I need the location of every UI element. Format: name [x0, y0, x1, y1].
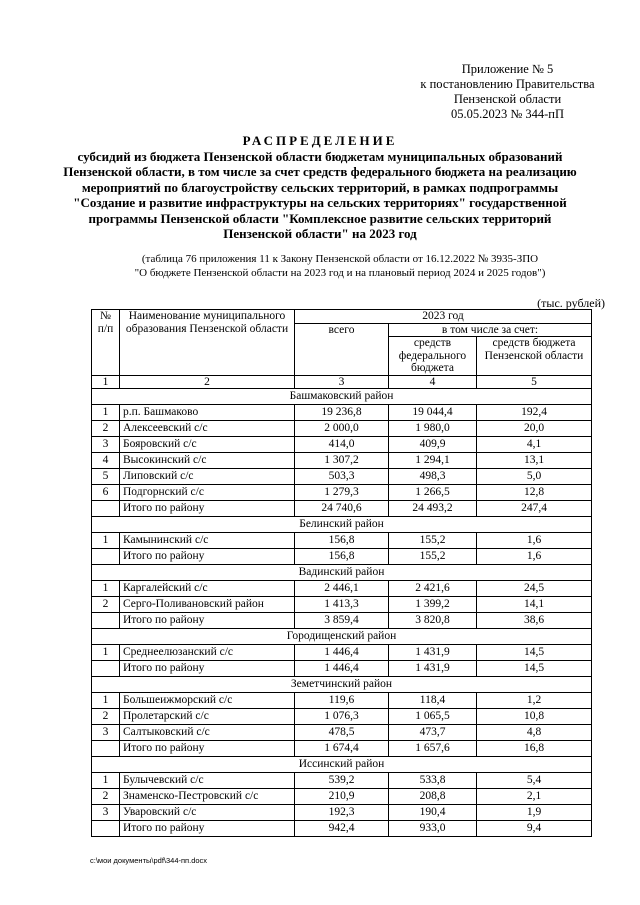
municipality-name: Булычевский с/с: [120, 773, 295, 789]
regional-amount: 5,4: [477, 773, 592, 789]
row-number: 1: [92, 693, 120, 709]
column-number-row: [92, 375, 592, 389]
table-row: [92, 789, 592, 805]
federal-amount: 24 493,2: [389, 501, 477, 517]
regional-amount: 9,4: [477, 821, 592, 837]
row-number: 2: [92, 789, 120, 805]
total-amount: 2 000,0: [295, 421, 389, 437]
municipality-name: Итого по району: [120, 549, 295, 565]
total-amount: 3 859,4: [295, 613, 389, 629]
regional-amount: 38,6: [477, 613, 592, 629]
table-row: [92, 485, 592, 501]
federal-amount: 1 266,5: [389, 485, 477, 501]
table-row: [92, 725, 592, 741]
row-number: 1: [92, 533, 120, 549]
column-number: 2: [120, 375, 295, 389]
municipality-name: Салтыковский с/с: [120, 725, 295, 741]
district-name: Белинский район: [92, 517, 592, 533]
table-row: [92, 709, 592, 725]
regional-amount: 20,0: [477, 421, 592, 437]
municipality-name: Итого по району: [120, 613, 295, 629]
appendix-line: Пензенской области: [453, 92, 562, 106]
district-total-row: [92, 661, 592, 677]
header-year: 2023 год: [295, 310, 592, 324]
municipality-name: Серго-Поливановский район: [120, 597, 295, 613]
table-row: [92, 533, 592, 549]
row-number: 3: [92, 805, 120, 821]
federal-amount: 473,7: [389, 725, 477, 741]
federal-amount: 3 820,8: [389, 613, 477, 629]
column-number: 4: [389, 375, 477, 389]
municipality-name: Бояровский с/с: [120, 437, 295, 453]
column-number: 1: [92, 375, 120, 389]
title-body: субсидий из бюджета Пензенской области бюджетам муниципальных образований Пензенской области, в том числе за счет средств федерального бюджета на реализацию мероприятий по благоустройству сельских территорий, в рамках подпрограммы "Создание и развитие инфраструктуры на сельских территориях" государственной программы Пензенской области "Комплексное развитие сельских территорий Пензенской области" на 2023 год: [63, 148, 577, 241]
table-row: [92, 693, 592, 709]
total-amount: 192,3: [295, 805, 389, 821]
municipality-name: Среднеелюзанский с/с: [120, 645, 295, 661]
municipality-name: Итого по району: [120, 661, 295, 677]
table-row: [92, 421, 592, 437]
regional-amount: 4,8: [477, 725, 592, 741]
municipality-name: Каргалейский с/с: [120, 581, 295, 597]
federal-amount: 1 431,9: [389, 661, 477, 677]
table-row: [92, 773, 592, 789]
row-number: [92, 661, 120, 677]
regional-amount: 10,8: [477, 709, 592, 725]
table-row: [92, 805, 592, 821]
row-number: 4: [92, 453, 120, 469]
total-amount: 414,0: [295, 437, 389, 453]
regional-amount: 5,0: [477, 469, 592, 485]
district-row: [92, 677, 592, 693]
total-amount: 2 446,1: [295, 581, 389, 597]
district-row: [92, 757, 592, 773]
total-amount: 19 236,8: [295, 405, 389, 421]
federal-amount: 1 399,2: [389, 597, 477, 613]
federal-amount: 208,8: [389, 789, 477, 805]
district-name: Башмаковский район: [92, 389, 592, 405]
header-including: в том числе за счет:: [389, 323, 592, 337]
header-num: № п/п: [92, 310, 120, 376]
federal-amount: 1 294,1: [389, 453, 477, 469]
row-number: [92, 613, 120, 629]
row-number: 3: [92, 437, 120, 453]
district-total-row: [92, 613, 592, 629]
regional-amount: 14,5: [477, 645, 592, 661]
total-amount: 1 413,3: [295, 597, 389, 613]
federal-amount: 498,3: [389, 469, 477, 485]
total-amount: 1 446,4: [295, 661, 389, 677]
municipality-name: Итого по району: [120, 821, 295, 837]
regional-amount: 16,8: [477, 741, 592, 757]
header-regional: средств бюджета Пензенской области: [477, 337, 592, 376]
district-name: Иссинский район: [92, 757, 592, 773]
total-amount: 119,6: [295, 693, 389, 709]
total-amount: 156,8: [295, 533, 389, 549]
row-number: 1: [92, 581, 120, 597]
row-number: 2: [92, 709, 120, 725]
municipality-name: Итого по району: [120, 501, 295, 517]
total-amount: 942,4: [295, 821, 389, 837]
law-reference-line: (таблица 76 приложения 11 к Закону Пензенской области от 16.12.2022 № 3935-ЗПО: [141, 253, 539, 265]
header-federal: средств федерального бюджета: [389, 337, 477, 376]
table-row: [92, 453, 592, 469]
appendix-date: 05.05.2023 № 344-пП: [450, 107, 565, 121]
regional-amount: 1,9: [477, 805, 592, 821]
municipality-name: Пролетарский с/с: [120, 709, 295, 725]
federal-amount: 409,9: [389, 437, 477, 453]
regional-amount: 1,6: [477, 549, 592, 565]
table-row: [92, 437, 592, 453]
municipality-name: Знаменско-Пестровский с/с: [120, 789, 295, 805]
total-amount: 156,8: [295, 549, 389, 565]
row-number: [92, 549, 120, 565]
document-title: [60, 133, 580, 242]
unit-label: (тыс. рублей): [537, 296, 605, 310]
regional-amount: 24,5: [477, 581, 592, 597]
row-number: [92, 501, 120, 517]
municipality-name: Липовский с/с: [120, 469, 295, 485]
column-number: 3: [295, 375, 389, 389]
district-name: Вадинский район: [92, 565, 592, 581]
title-heading: РАСПРЕДЕЛЕНИЕ: [242, 133, 398, 148]
municipality-name: Большеижморский с/с: [120, 693, 295, 709]
federal-amount: 155,2: [389, 533, 477, 549]
appendix-line: к постановлению Правительства: [420, 77, 595, 91]
header-name: Наименование муниципального образования Пензенской области: [120, 310, 295, 376]
row-number: [92, 741, 120, 757]
column-number: 5: [477, 375, 592, 389]
regional-amount: 1,6: [477, 533, 592, 549]
row-number: [92, 821, 120, 837]
appendix-block: [400, 62, 615, 122]
row-number: 6: [92, 485, 120, 501]
federal-amount: 190,4: [389, 805, 477, 821]
federal-amount: 1 980,0: [389, 421, 477, 437]
table-row: [92, 405, 592, 421]
district-total-row: [92, 821, 592, 837]
regional-amount: 14,1: [477, 597, 592, 613]
law-reference: [100, 252, 580, 280]
district-row: [92, 389, 592, 405]
municipality-name: р.п. Башмаково: [120, 405, 295, 421]
regional-amount: 4,1: [477, 437, 592, 453]
row-number: 1: [92, 405, 120, 421]
federal-amount: 1 065,5: [389, 709, 477, 725]
header-row: [92, 310, 592, 324]
federal-amount: 533,8: [389, 773, 477, 789]
district-total-row: [92, 741, 592, 757]
regional-amount: 2,1: [477, 789, 592, 805]
district-total-row: [92, 501, 592, 517]
regional-amount: 1,2: [477, 693, 592, 709]
district-row: [92, 565, 592, 581]
federal-amount: 933,0: [389, 821, 477, 837]
federal-amount: 1 431,9: [389, 645, 477, 661]
total-amount: 539,2: [295, 773, 389, 789]
row-number: 1: [92, 645, 120, 661]
municipality-name: Алексеевский с/с: [120, 421, 295, 437]
regional-amount: 14,5: [477, 661, 592, 677]
total-amount: 1 446,4: [295, 645, 389, 661]
row-number: 2: [92, 597, 120, 613]
subsidy-table: [91, 309, 592, 837]
total-amount: 1 674,4: [295, 741, 389, 757]
regional-amount: 192,4: [477, 405, 592, 421]
row-number: 3: [92, 725, 120, 741]
federal-amount: 1 657,6: [389, 741, 477, 757]
row-number: 2: [92, 421, 120, 437]
federal-amount: 19 044,4: [389, 405, 477, 421]
municipality-name: Высокинский с/с: [120, 453, 295, 469]
total-amount: 1 307,2: [295, 453, 389, 469]
district-name: Городищенский район: [92, 629, 592, 645]
district-name: Земетчинский район: [92, 677, 592, 693]
table-row: [92, 645, 592, 661]
regional-amount: 247,4: [477, 501, 592, 517]
district-row: [92, 629, 592, 645]
regional-amount: 13,1: [477, 453, 592, 469]
district-total-row: [92, 549, 592, 565]
header-total: всего: [295, 323, 389, 375]
district-row: [92, 517, 592, 533]
municipality-name: Итого по району: [120, 741, 295, 757]
file-path-footer: c:\мои документы\pdf\344-пп.docx: [90, 856, 208, 865]
federal-amount: 2 421,6: [389, 581, 477, 597]
table-row: [92, 581, 592, 597]
federal-amount: 118,4: [389, 693, 477, 709]
law-reference-line: "О бюджете Пензенской области на 2023 год и на плановый период 2024 и 2025 годов"): [134, 267, 546, 279]
total-amount: 1 076,3: [295, 709, 389, 725]
regional-amount: 12,8: [477, 485, 592, 501]
municipality-name: Уваровский с/с: [120, 805, 295, 821]
table-row: [92, 469, 592, 485]
row-number: 1: [92, 773, 120, 789]
municipality-name: Камынинский с/с: [120, 533, 295, 549]
table-row: [92, 597, 592, 613]
municipality-name: Подгорнский с/с: [120, 485, 295, 501]
total-amount: 24 740,6: [295, 501, 389, 517]
total-amount: 478,5: [295, 725, 389, 741]
row-number: 5: [92, 469, 120, 485]
total-amount: 210,9: [295, 789, 389, 805]
federal-amount: 155,2: [389, 549, 477, 565]
total-amount: 1 279,3: [295, 485, 389, 501]
total-amount: 503,3: [295, 469, 389, 485]
appendix-line: Приложение № 5: [461, 62, 554, 76]
